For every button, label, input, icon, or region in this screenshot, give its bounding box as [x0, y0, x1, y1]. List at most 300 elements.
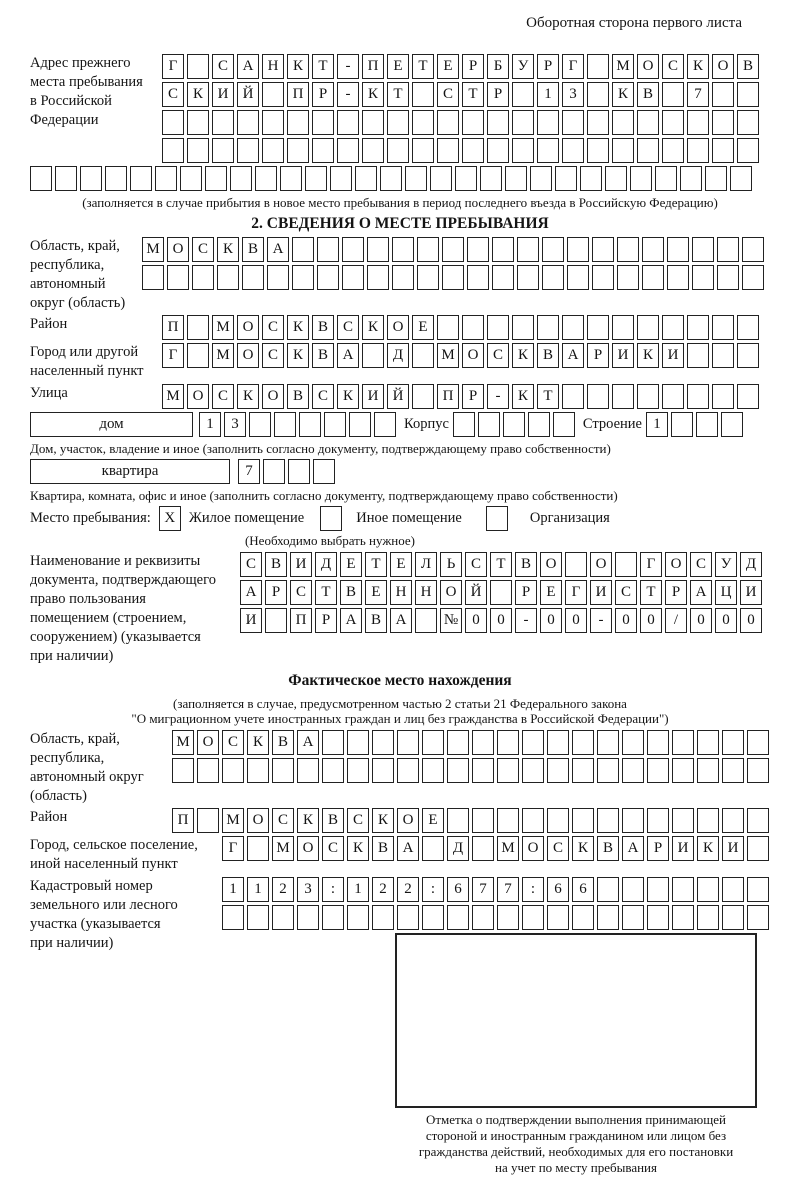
char-cell[interactable]: [422, 730, 444, 755]
char-cell[interactable]: [517, 237, 539, 262]
char-cell[interactable]: [696, 412, 718, 437]
char-cell[interactable]: К: [347, 836, 369, 861]
char-cell[interactable]: [730, 166, 752, 191]
document-row-1[interactable]: [240, 552, 762, 577]
char-cell[interactable]: Й: [237, 82, 259, 107]
stroenie-cells[interactable]: [646, 412, 743, 437]
char-cell[interactable]: Р: [312, 82, 334, 107]
char-cell[interactable]: [487, 110, 509, 135]
document-row-3[interactable]: [240, 608, 762, 633]
char-cell[interactable]: [572, 758, 594, 783]
district-row[interactable]: [162, 315, 759, 340]
char-cell[interactable]: [687, 110, 709, 135]
char-cell[interactable]: О: [387, 315, 409, 340]
char-cell[interactable]: [542, 265, 564, 290]
char-cell[interactable]: [317, 265, 339, 290]
char-cell[interactable]: [412, 82, 434, 107]
char-cell[interactable]: М: [212, 315, 234, 340]
char-cell[interactable]: [721, 412, 743, 437]
char-cell[interactable]: [747, 836, 769, 861]
char-cell[interactable]: [712, 110, 734, 135]
char-cell[interactable]: [692, 265, 714, 290]
char-cell[interactable]: [442, 265, 464, 290]
char-cell[interactable]: [522, 808, 544, 833]
char-cell[interactable]: В: [265, 552, 287, 577]
char-cell[interactable]: [722, 905, 744, 930]
char-cell[interactable]: Р: [462, 54, 484, 79]
char-cell[interactable]: [242, 265, 264, 290]
char-cell[interactable]: [737, 110, 759, 135]
char-cell[interactable]: [387, 138, 409, 163]
char-cell[interactable]: М: [272, 836, 294, 861]
char-cell[interactable]: Е: [365, 580, 387, 605]
char-cell[interactable]: [372, 758, 394, 783]
char-cell[interactable]: О: [397, 808, 419, 833]
char-cell[interactable]: [262, 138, 284, 163]
char-cell[interactable]: С: [312, 384, 334, 409]
char-cell[interactable]: И: [672, 836, 694, 861]
char-cell[interactable]: [437, 138, 459, 163]
char-cell[interactable]: [637, 384, 659, 409]
char-cell[interactable]: 2: [372, 877, 394, 902]
char-cell[interactable]: [697, 877, 719, 902]
char-cell[interactable]: П: [172, 808, 194, 833]
char-cell[interactable]: :: [322, 877, 344, 902]
char-cell[interactable]: С: [192, 237, 214, 262]
char-cell[interactable]: Т: [490, 552, 512, 577]
char-cell[interactable]: [180, 166, 202, 191]
char-cell[interactable]: Ц: [715, 580, 737, 605]
char-cell[interactable]: [572, 730, 594, 755]
char-cell[interactable]: Д: [447, 836, 469, 861]
prev-address-row-3[interactable]: [162, 110, 759, 135]
char-cell[interactable]: Г: [640, 552, 662, 577]
char-cell[interactable]: [267, 265, 289, 290]
char-cell[interactable]: С: [615, 580, 637, 605]
char-cell[interactable]: [567, 237, 589, 262]
fact-city-row[interactable]: [222, 836, 769, 861]
char-cell[interactable]: [592, 237, 614, 262]
char-cell[interactable]: /: [665, 608, 687, 633]
char-cell[interactable]: С: [322, 836, 344, 861]
char-cell[interactable]: [417, 265, 439, 290]
char-cell[interactable]: С: [290, 580, 312, 605]
char-cell[interactable]: [187, 54, 209, 79]
char-cell[interactable]: [717, 265, 739, 290]
char-cell[interactable]: М: [212, 343, 234, 368]
char-cell[interactable]: [587, 315, 609, 340]
char-cell[interactable]: 1: [646, 412, 668, 437]
char-cell[interactable]: Д: [387, 343, 409, 368]
char-cell[interactable]: Г: [222, 836, 244, 861]
char-cell[interactable]: [597, 808, 619, 833]
char-cell[interactable]: [622, 905, 644, 930]
char-cell[interactable]: Р: [587, 343, 609, 368]
char-cell[interactable]: С: [547, 836, 569, 861]
char-cell[interactable]: [722, 877, 744, 902]
char-cell[interactable]: [55, 166, 77, 191]
char-cell[interactable]: А: [340, 608, 362, 633]
char-cell[interactable]: В: [597, 836, 619, 861]
char-cell[interactable]: [712, 315, 734, 340]
char-cell[interactable]: О: [237, 315, 259, 340]
char-cell[interactable]: Т: [312, 54, 334, 79]
char-cell[interactable]: Е: [412, 315, 434, 340]
char-cell[interactable]: [288, 459, 310, 484]
char-cell[interactable]: 6: [447, 877, 469, 902]
char-cell[interactable]: [262, 82, 284, 107]
char-cell[interactable]: [672, 808, 694, 833]
char-cell[interactable]: [687, 343, 709, 368]
char-cell[interactable]: Т: [315, 580, 337, 605]
fact-region-row-1[interactable]: [172, 730, 769, 755]
char-cell[interactable]: [455, 166, 477, 191]
char-cell[interactable]: В: [322, 808, 344, 833]
cadastral-row-2[interactable]: [222, 905, 769, 930]
char-cell[interactable]: [747, 877, 769, 902]
char-cell[interactable]: [672, 758, 694, 783]
char-cell[interactable]: [742, 237, 764, 262]
char-cell[interactable]: [537, 110, 559, 135]
char-cell[interactable]: 1: [347, 877, 369, 902]
char-cell[interactable]: [255, 166, 277, 191]
char-cell[interactable]: С: [262, 315, 284, 340]
char-cell[interactable]: [530, 166, 552, 191]
char-cell[interactable]: [322, 758, 344, 783]
char-cell[interactable]: [492, 265, 514, 290]
char-cell[interactable]: 3: [297, 877, 319, 902]
char-cell[interactable]: [297, 905, 319, 930]
char-cell[interactable]: У: [512, 54, 534, 79]
char-cell[interactable]: Г: [162, 343, 184, 368]
char-cell[interactable]: -: [515, 608, 537, 633]
char-cell[interactable]: [80, 166, 102, 191]
char-cell[interactable]: Р: [462, 384, 484, 409]
char-cell[interactable]: И: [722, 836, 744, 861]
char-cell[interactable]: [347, 730, 369, 755]
char-cell[interactable]: К: [362, 315, 384, 340]
char-cell[interactable]: Ь: [440, 552, 462, 577]
char-cell[interactable]: Т: [640, 580, 662, 605]
char-cell[interactable]: [553, 412, 575, 437]
char-cell[interactable]: [412, 343, 434, 368]
char-cell[interactable]: Т: [365, 552, 387, 577]
char-cell[interactable]: [512, 110, 534, 135]
char-cell[interactable]: О: [540, 552, 562, 577]
char-cell[interactable]: 3: [562, 82, 584, 107]
char-cell[interactable]: [380, 166, 402, 191]
char-cell[interactable]: [522, 730, 544, 755]
char-cell[interactable]: [222, 905, 244, 930]
char-cell[interactable]: [712, 384, 734, 409]
char-cell[interactable]: [737, 82, 759, 107]
char-cell[interactable]: [697, 905, 719, 930]
char-cell[interactable]: [374, 412, 396, 437]
char-cell[interactable]: С: [437, 82, 459, 107]
char-cell[interactable]: [355, 166, 377, 191]
char-cell[interactable]: 1: [222, 877, 244, 902]
char-cell[interactable]: [712, 343, 734, 368]
char-cell[interactable]: И: [590, 580, 612, 605]
char-cell[interactable]: [292, 237, 314, 262]
char-cell[interactable]: [497, 905, 519, 930]
char-cell[interactable]: А: [240, 580, 262, 605]
char-cell[interactable]: [305, 166, 327, 191]
char-cell[interactable]: Е: [540, 580, 562, 605]
char-cell[interactable]: [347, 905, 369, 930]
char-cell[interactable]: А: [622, 836, 644, 861]
char-cell[interactable]: Р: [315, 608, 337, 633]
char-cell[interactable]: В: [312, 315, 334, 340]
char-cell[interactable]: К: [187, 82, 209, 107]
char-cell[interactable]: [662, 384, 684, 409]
char-cell[interactable]: [687, 384, 709, 409]
region-row-2[interactable]: [142, 265, 764, 290]
char-cell[interactable]: А: [337, 343, 359, 368]
char-cell[interactable]: [472, 836, 494, 861]
char-cell[interactable]: [747, 808, 769, 833]
char-cell[interactable]: С: [240, 552, 262, 577]
char-cell[interactable]: [217, 265, 239, 290]
char-cell[interactable]: [397, 758, 419, 783]
char-cell[interactable]: [362, 110, 384, 135]
char-cell[interactable]: [222, 758, 244, 783]
char-cell[interactable]: К: [217, 237, 239, 262]
char-cell[interactable]: [597, 730, 619, 755]
char-cell[interactable]: [555, 166, 577, 191]
char-cell[interactable]: [472, 758, 494, 783]
char-cell[interactable]: :: [422, 877, 444, 902]
char-cell[interactable]: [487, 138, 509, 163]
char-cell[interactable]: [562, 138, 584, 163]
char-cell[interactable]: И: [362, 384, 384, 409]
char-cell[interactable]: К: [512, 343, 534, 368]
char-cell[interactable]: [587, 138, 609, 163]
char-cell[interactable]: [412, 138, 434, 163]
char-cell[interactable]: [265, 608, 287, 633]
char-cell[interactable]: [437, 315, 459, 340]
char-cell[interactable]: [287, 110, 309, 135]
char-cell[interactable]: О: [167, 237, 189, 262]
char-cell[interactable]: [597, 877, 619, 902]
char-cell[interactable]: [262, 110, 284, 135]
char-cell[interactable]: [717, 237, 739, 262]
char-cell[interactable]: [612, 138, 634, 163]
char-cell[interactable]: [313, 459, 335, 484]
char-cell[interactable]: Е: [340, 552, 362, 577]
document-row-2[interactable]: [240, 580, 762, 605]
char-cell[interactable]: [342, 237, 364, 262]
char-cell[interactable]: 6: [547, 877, 569, 902]
char-cell[interactable]: [722, 758, 744, 783]
char-cell[interactable]: [547, 905, 569, 930]
char-cell[interactable]: [737, 343, 759, 368]
char-cell[interactable]: [492, 237, 514, 262]
korpus-cells[interactable]: [453, 412, 575, 437]
char-cell[interactable]: Б: [487, 54, 509, 79]
street-row[interactable]: [162, 384, 759, 409]
char-cell[interactable]: С: [465, 552, 487, 577]
char-cell[interactable]: [392, 265, 414, 290]
char-cell[interactable]: [737, 315, 759, 340]
char-cell[interactable]: [662, 110, 684, 135]
char-cell[interactable]: [722, 808, 744, 833]
char-cell[interactable]: [237, 110, 259, 135]
char-cell[interactable]: [647, 730, 669, 755]
char-cell[interactable]: С: [487, 343, 509, 368]
char-cell[interactable]: [687, 315, 709, 340]
char-cell[interactable]: [472, 808, 494, 833]
char-cell[interactable]: [672, 905, 694, 930]
char-cell[interactable]: И: [662, 343, 684, 368]
char-cell[interactable]: К: [572, 836, 594, 861]
char-cell[interactable]: [405, 166, 427, 191]
char-cell[interactable]: К: [637, 343, 659, 368]
char-cell[interactable]: В: [372, 836, 394, 861]
char-cell[interactable]: [672, 730, 694, 755]
char-cell[interactable]: 7: [687, 82, 709, 107]
char-cell[interactable]: Г: [562, 54, 584, 79]
char-cell[interactable]: [622, 730, 644, 755]
char-cell[interactable]: 0: [740, 608, 762, 633]
char-cell[interactable]: С: [162, 82, 184, 107]
char-cell[interactable]: Р: [665, 580, 687, 605]
char-cell[interactable]: Л: [415, 552, 437, 577]
char-cell[interactable]: [274, 412, 296, 437]
char-cell[interactable]: [647, 877, 669, 902]
char-cell[interactable]: 0: [490, 608, 512, 633]
char-cell[interactable]: [497, 808, 519, 833]
char-cell[interactable]: [230, 166, 252, 191]
char-cell[interactable]: [472, 730, 494, 755]
char-cell[interactable]: М: [222, 808, 244, 833]
char-cell[interactable]: [462, 138, 484, 163]
char-cell[interactable]: [322, 730, 344, 755]
char-cell[interactable]: [587, 110, 609, 135]
char-cell[interactable]: [647, 808, 669, 833]
char-cell[interactable]: -: [590, 608, 612, 633]
char-cell[interactable]: В: [287, 384, 309, 409]
char-cell[interactable]: [447, 758, 469, 783]
char-cell[interactable]: П: [162, 315, 184, 340]
char-cell[interactable]: [337, 138, 359, 163]
char-cell[interactable]: О: [637, 54, 659, 79]
char-cell[interactable]: К: [287, 315, 309, 340]
char-cell[interactable]: К: [237, 384, 259, 409]
char-cell[interactable]: [197, 758, 219, 783]
char-cell[interactable]: В: [515, 552, 537, 577]
char-cell[interactable]: А: [562, 343, 584, 368]
char-cell[interactable]: [622, 877, 644, 902]
char-cell[interactable]: [412, 110, 434, 135]
char-cell[interactable]: [662, 138, 684, 163]
char-cell[interactable]: М: [612, 54, 634, 79]
char-cell[interactable]: 3: [224, 412, 246, 437]
char-cell[interactable]: №: [440, 608, 462, 633]
char-cell[interactable]: [412, 384, 434, 409]
char-cell[interactable]: Й: [387, 384, 409, 409]
char-cell[interactable]: К: [372, 808, 394, 833]
char-cell[interactable]: [497, 730, 519, 755]
char-cell[interactable]: О: [665, 552, 687, 577]
char-cell[interactable]: [447, 808, 469, 833]
char-cell[interactable]: [280, 166, 302, 191]
char-cell[interactable]: О: [187, 384, 209, 409]
char-cell[interactable]: К: [612, 82, 634, 107]
char-cell[interactable]: 0: [615, 608, 637, 633]
char-cell[interactable]: [472, 905, 494, 930]
char-cell[interactable]: [512, 138, 534, 163]
prev-address-row-2[interactable]: [162, 82, 759, 107]
char-cell[interactable]: [617, 265, 639, 290]
char-cell[interactable]: [467, 265, 489, 290]
char-cell[interactable]: [512, 315, 534, 340]
char-cell[interactable]: 0: [690, 608, 712, 633]
char-cell[interactable]: [637, 315, 659, 340]
char-cell[interactable]: [480, 166, 502, 191]
char-cell[interactable]: [537, 315, 559, 340]
house-number-cells[interactable]: [199, 412, 396, 437]
char-cell[interactable]: [487, 315, 509, 340]
char-cell[interactable]: [187, 138, 209, 163]
char-cell[interactable]: С: [662, 54, 684, 79]
char-cell[interactable]: О: [297, 836, 319, 861]
char-cell[interactable]: [680, 166, 702, 191]
char-cell[interactable]: [317, 237, 339, 262]
char-cell[interactable]: [712, 82, 734, 107]
char-cell[interactable]: [612, 110, 634, 135]
char-cell[interactable]: [522, 905, 544, 930]
char-cell[interactable]: -: [487, 384, 509, 409]
char-cell[interactable]: [547, 730, 569, 755]
cadastral-row-1[interactable]: [222, 877, 769, 902]
char-cell[interactable]: [105, 166, 127, 191]
char-cell[interactable]: Т: [412, 54, 434, 79]
char-cell[interactable]: П: [290, 608, 312, 633]
char-cell[interactable]: [347, 758, 369, 783]
char-cell[interactable]: К: [287, 343, 309, 368]
char-cell[interactable]: Е: [390, 552, 412, 577]
checkbox-other-premises[interactable]: [320, 506, 342, 531]
char-cell[interactable]: [430, 166, 452, 191]
char-cell[interactable]: [662, 82, 684, 107]
char-cell[interactable]: [655, 166, 677, 191]
char-cell[interactable]: С: [690, 552, 712, 577]
char-cell[interactable]: И: [240, 608, 262, 633]
char-cell[interactable]: [162, 138, 184, 163]
char-cell[interactable]: С: [212, 54, 234, 79]
char-cell[interactable]: О: [262, 384, 284, 409]
char-cell[interactable]: [287, 138, 309, 163]
char-cell[interactable]: [597, 758, 619, 783]
char-cell[interactable]: [572, 808, 594, 833]
char-cell[interactable]: Е: [387, 54, 409, 79]
char-cell[interactable]: [330, 166, 352, 191]
char-cell[interactable]: [503, 412, 525, 437]
char-cell[interactable]: [447, 730, 469, 755]
char-cell[interactable]: [697, 758, 719, 783]
char-cell[interactable]: [417, 237, 439, 262]
char-cell[interactable]: [442, 237, 464, 262]
char-cell[interactable]: [387, 110, 409, 135]
char-cell[interactable]: [647, 905, 669, 930]
char-cell[interactable]: [324, 412, 346, 437]
char-cell[interactable]: Г: [162, 54, 184, 79]
char-cell[interactable]: [130, 166, 152, 191]
char-cell[interactable]: 2: [397, 877, 419, 902]
char-cell[interactable]: А: [690, 580, 712, 605]
char-cell[interactable]: [562, 110, 584, 135]
